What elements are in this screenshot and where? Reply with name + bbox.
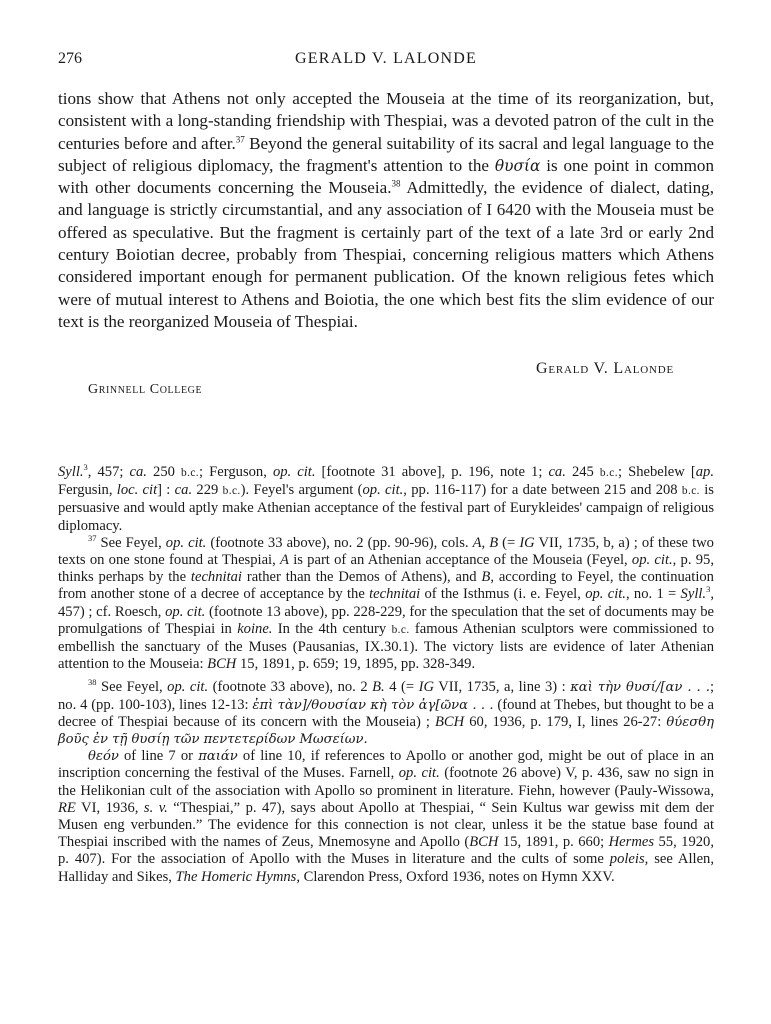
era-abbrev: b.c. [181, 467, 200, 479]
footnote-number: 37 [88, 532, 97, 543]
edition-sup: 3 [706, 584, 711, 595]
citation-italic: Syll. [58, 464, 84, 480]
footnote-text: ; no. 4 (pp. 100-103), lines 12-13: [58, 679, 714, 713]
citation-italic: op. cit. [631, 552, 673, 569]
footnote-text: (footnote 33 above), no. 2 (pp. 90-96), cols. [206, 534, 473, 551]
citation-italic: B [481, 569, 491, 586]
citation-italic: ca. [174, 482, 193, 499]
running-head: GERALD V. LALONDE [294, 50, 478, 67]
citation-italic: op. cit. [362, 482, 404, 499]
footnote-text: (footnote 26 above) V, p. 436, saw no sign in the Helikonian cult of the association with Apollo so prominent in literature. Fiehn, however (Pauly-Wissowa, [58, 765, 714, 799]
footnote-text: 4 (= [384, 679, 419, 696]
footnote-text: VII, 1735, a, line 3) : [434, 679, 571, 696]
citation-italic: The Homeric Hymns, [175, 868, 300, 885]
footnote-text: 60, 1936, p. 179, I, lines 26-27: [464, 713, 667, 730]
footnote-37 [58, 532, 715, 674]
body-text-segment: tions show that Athens not only accepted the Mouseia at the time of its reorganization, but, consistent with a long-standing friendship with Thespiai, was a devoted patron of the cult in the centuries before and after. [58, 89, 714, 153]
footnote-text: “Thespiai,” p. 47), says about Apollo at Thespiai, “ Sein Kultus war gewiss mit dem der Musen eng verbunden.” The evidence for this connection is not clear, unless it be the statue base found at Thespiai inscribed with the names of Zeus, Mnemosyne and Apollo ( [58, 799, 714, 851]
footnote-text: [footnote 31 above], p. 196, note 1; [315, 464, 549, 480]
footnote-text: See Feyel, [96, 534, 166, 551]
footnote-text: rather than the Demos of Athens), and [241, 569, 482, 586]
footnote-text: see Allen, Halliday and Sikes, [58, 851, 714, 885]
citation-italic: s. v. [143, 799, 168, 816]
citation-italic: ap. [695, 464, 714, 480]
footnote-36-continuation [58, 464, 714, 535]
greek-quotation: θύεσθη βοῦς ἐν τῇ θυσίῃ τῶν πεντετερίδων Μωσείων. [58, 714, 714, 748]
citation-italic: op. cit. [272, 464, 316, 480]
footnote-text: 250 [146, 464, 181, 480]
footnote-text: (footnote 33 above), no. 2 [208, 679, 373, 696]
body-paragraph [58, 88, 714, 333]
footnote-text: 15, 1891, p. 660; [498, 834, 609, 851]
footnotes-section [58, 464, 714, 886]
era-abbrev: b.c. [391, 623, 410, 636]
citation-italic: op. cit. [398, 765, 440, 782]
greek-quotation: καὶ τὴν θυσί/[αν . . . [570, 680, 710, 696]
citation-italic: A [280, 552, 289, 569]
page-number: 276 [58, 50, 82, 67]
citation-italic: BCH [207, 656, 237, 673]
citation-italic: op. cit. [165, 534, 207, 551]
page-header [58, 50, 714, 74]
footnote-text: ). Feyel's argument ( [240, 482, 363, 499]
citation-italic: koine. [237, 620, 273, 637]
author-signature: Gerald V. Lalonde [535, 360, 674, 377]
footnote-text: 55, 1920, p. 407). For the association of Apollo with the Muses in literature and the cults of some [58, 834, 714, 868]
footnote-text: of the Isthmus (i. e. Feyel, [420, 586, 586, 603]
footnote-text: VI, 1936, [75, 799, 144, 816]
footnote-text: is persuasive and would aptly make Athenian acceptance of the festival part of Eurykleides' campaign of religious diplomacy. [58, 482, 714, 534]
era-abbrev: b.c. [599, 467, 618, 479]
footnote-text: famous Athenian sculptors were commissioned to embellish the sanctuary of the Muses (Pausanias, IX.30.1). The victory lists are evidence of later Athenian attention to the Mouseia: [58, 620, 715, 673]
greek-term: θεόν [88, 749, 119, 765]
footnote-text: VII, 1735, b, a) ; of these two texts on one stone found at Thespiai, [58, 534, 714, 569]
greek-term: παιάν [198, 749, 238, 765]
citation-italic: ca. [548, 464, 566, 480]
era-abbrev: b.c. [222, 485, 241, 498]
footnote-ref-37: 37 [235, 133, 245, 144]
footnote-text: of line 7 or [118, 748, 199, 765]
footnote-text: Fergusin, [58, 482, 117, 499]
citation-italic: poleis, [609, 851, 649, 868]
footnote-text: , no. 1 = [625, 586, 681, 603]
citation-italic: B. [372, 679, 385, 696]
footnote-39 [58, 748, 714, 886]
body-text-segment: Beyond the general suitability of its sacral and legal language to the subject of religious diplomacy, the fragment's attention to the [58, 133, 714, 175]
footnote-text: , pp. 116-117) for a date between 215 and 208 [403, 482, 682, 499]
footnote-text: See Feyel, [96, 679, 168, 696]
citation-italic: op. cit. [585, 586, 626, 603]
citation-italic: technitai [190, 569, 242, 586]
footnote-text: Clarendon Press, Oxford 1936, notes on Hymn XXV. [299, 868, 615, 885]
footnote-text: (footnote 13 above), pp. 228-229, for the speculation that the set of documents may be promulgations of Thespiai in [58, 603, 714, 637]
citation-italic: IG [519, 534, 535, 551]
footnote-text: ; Ferguson, [199, 464, 273, 480]
citation-italic: BCH [435, 713, 465, 730]
citation-italic: op. cit. [167, 679, 209, 696]
citation-italic: op. cit. [165, 603, 206, 620]
footnote-text: is part of an Athenian acceptance of the Mouseia (Feyel, [288, 552, 632, 569]
citation-italic: IG [418, 679, 434, 696]
era-abbrev: b.c. [681, 485, 700, 498]
footnote-text: , 457; [87, 464, 130, 480]
footnote-text: ; Shebelew [ [617, 464, 696, 480]
footnote-text: (= [498, 534, 520, 551]
footnote-text: , p. 95, thinks perhaps by the [58, 552, 714, 586]
citation-italic: A, B [472, 534, 499, 551]
citation-italic: loc. cit [116, 482, 158, 499]
greek-term-thusia: θυσία [494, 156, 541, 175]
footnote-38 [58, 679, 714, 748]
citation-italic: Hermes [608, 834, 655, 851]
footnote-text: of line 10, if references to Apollo or another god, might be out of place in an inscription concerning the festival of the Muses. Farnell, [58, 748, 714, 782]
footnote-text: ] : [157, 482, 175, 499]
footnote-text: In the 4th century [272, 620, 392, 637]
footnote-ref-38: 38 [391, 178, 401, 189]
footnote-text: 229 [192, 482, 223, 499]
footnote-text: (found at Thebes, but thought to be a decree of Thespiai because of its concern with the Mouseia) ; [58, 696, 714, 730]
footnote-text: 245 [565, 464, 600, 480]
body-text-segment: Admittedly, the evidence of dialect, dating, and language is strictly circumstantial, and any association of I 6420 with the Mouseia must be offered as speculative. But the fragment is certainly part of the text of a late 3rd or early 2nd century Boiotian decree, probably from Thespiai, concerning religious matters which Athens considered important enough for permanent publication. Of the known religious fetes which were of mutual interest to Athens and Boiotia, the one which best fits the slim evidence of our text is the reorganized Mouseia of Thespiai. [58, 178, 714, 331]
body-text-segment: is one point in common with other documents concerning the Mouseia. [58, 155, 714, 198]
footnote-text: 15, 1891, p. 659; 19, 1895, pp. 328-349. [236, 656, 476, 673]
citation-italic: BCH [469, 834, 499, 851]
footnote-number: 38 [88, 677, 97, 688]
author-affiliation: Grinnell College [88, 382, 203, 397]
footnote-text: , according to Feyel, the continuation from another stone of a decree of acceptance by the [58, 569, 714, 603]
greek-quotation: ἐπὶ τὰν]/θουσίαν κὴ τὸν ἀγ[ῶνα . . . [252, 697, 494, 713]
citation-italic: technitai [369, 586, 421, 603]
edition-sup: 3 [83, 462, 88, 473]
citation-italic: RE [58, 799, 76, 816]
citation-italic: ca. [129, 464, 147, 480]
footnote-text: , 457) ; cf. Roesch, [58, 586, 714, 620]
citation-italic: Syll. [680, 586, 707, 603]
